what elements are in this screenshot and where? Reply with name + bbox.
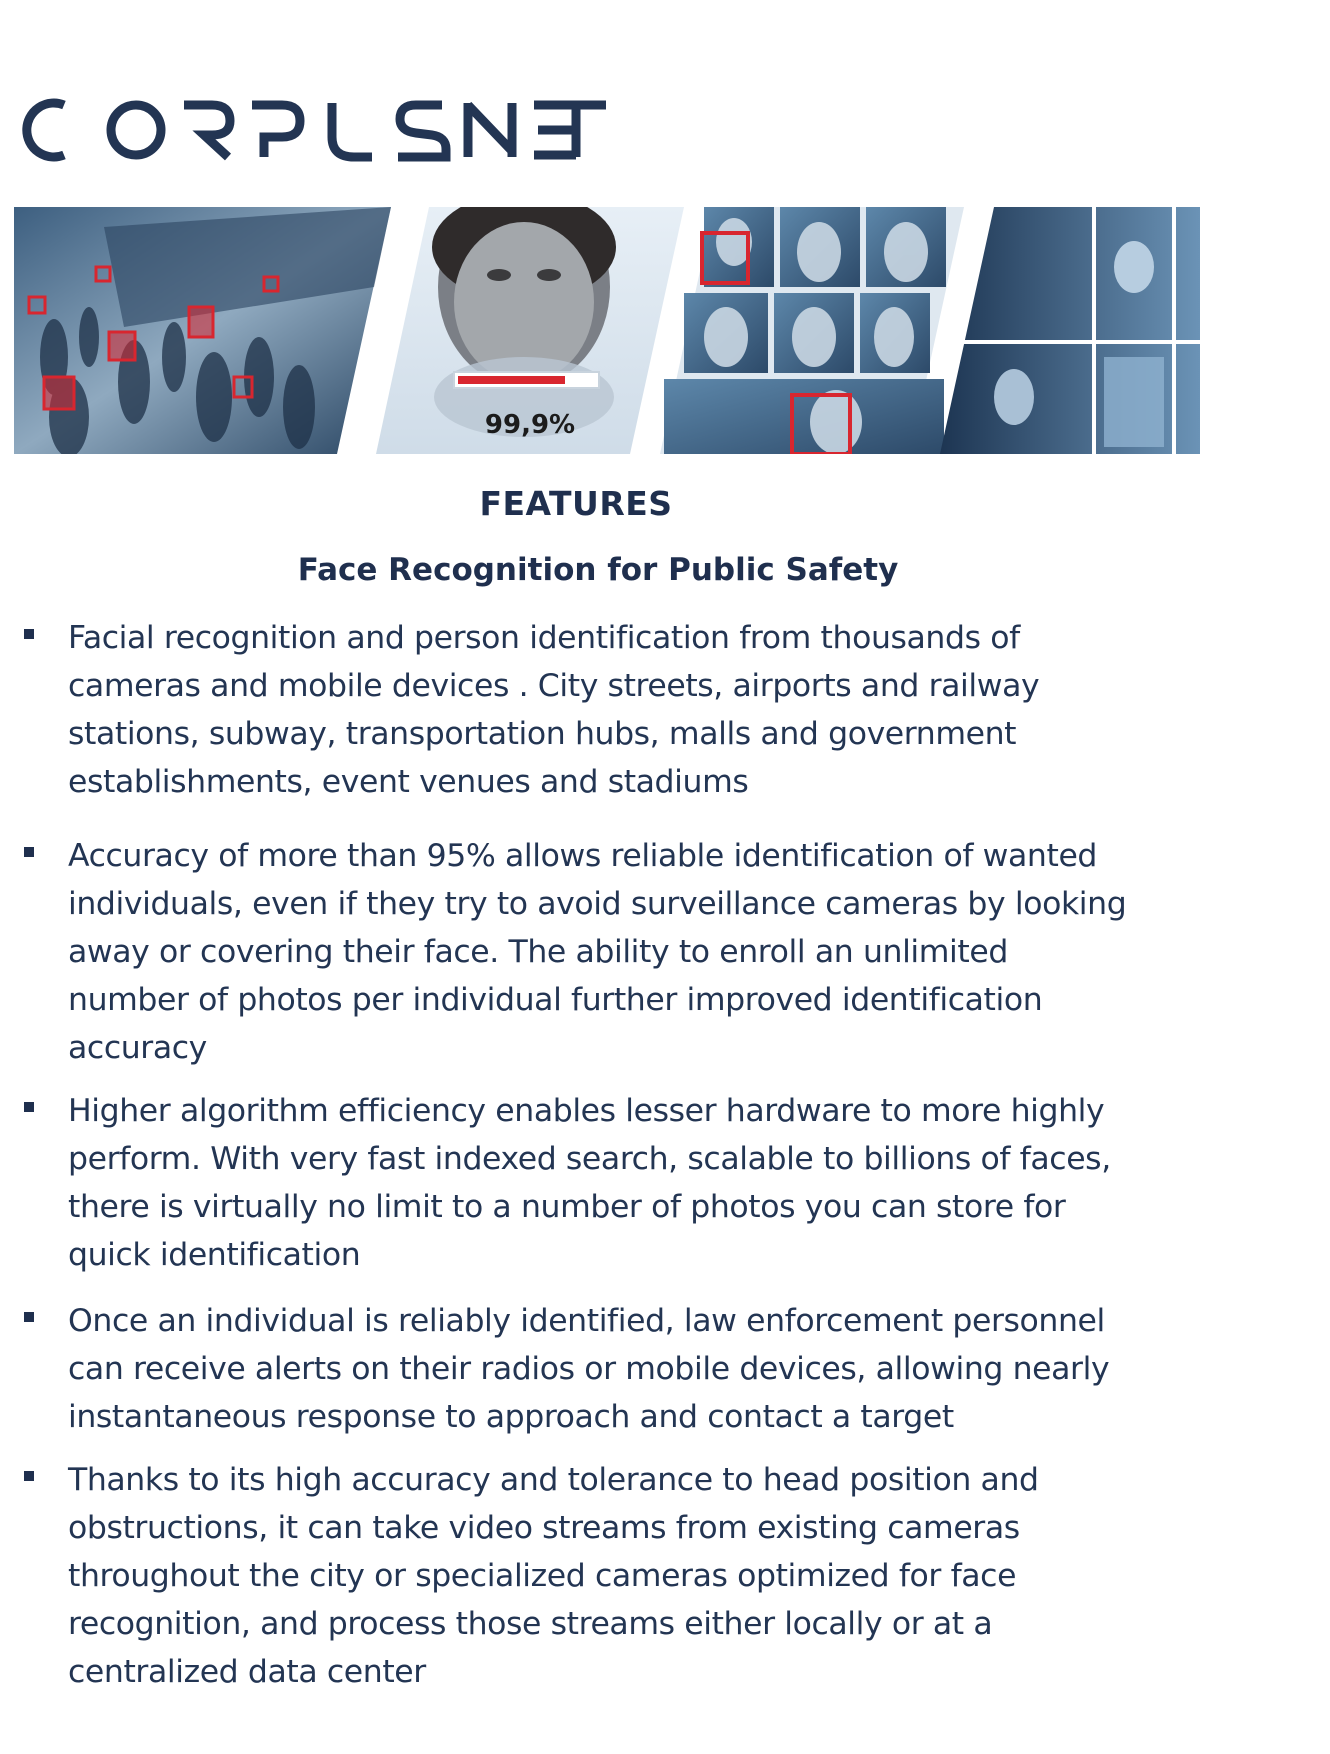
feature-line: perform. With very fast indexed search, scalable to billions of faces, xyxy=(68,1141,1111,1177)
feature-line: Facial recognition and person identification from thousands of xyxy=(68,620,1020,656)
features-subheading: Face Recognition for Public Safety xyxy=(297,552,899,588)
feature-line: can receive alerts on their radios or mobile devices, allowing nearly xyxy=(68,1351,1110,1387)
feature-line: stations, subway, transportation hubs, malls and government xyxy=(68,716,1017,752)
match-progress-fill xyxy=(458,376,565,384)
logo-letter-t xyxy=(540,95,610,165)
feature-line: Accuracy of more than 95% allows reliable identification of wanted xyxy=(68,838,1098,874)
feature-line: establishments, event venues and stadiums xyxy=(68,764,749,800)
match-score: 99,9% xyxy=(484,410,576,440)
feature-line: instantaneous response to approach and contact a target xyxy=(68,1399,954,1435)
feature-line: there is virtually no limit to a number of photos you can store for xyxy=(68,1189,1066,1225)
video-wall-photo xyxy=(940,207,1200,454)
face-grid-photo xyxy=(660,207,964,454)
feature-line: Once an individual is reliably identified, law enforcement personnel xyxy=(68,1303,1105,1339)
corpusnet-logo xyxy=(14,95,604,165)
feature-line: number of photos per individual further improved identification xyxy=(68,982,1043,1018)
bullet-icon xyxy=(24,1471,34,1481)
feature-text xyxy=(68,1297,1208,1441)
bullet-icon xyxy=(24,1312,34,1322)
feature-line: quick identification xyxy=(68,1237,361,1273)
feature-line: accuracy xyxy=(68,1030,207,1066)
feature-line: throughout the city or specialized cameras optimized for face xyxy=(68,1558,1017,1594)
feature-line: centralized data center xyxy=(68,1654,426,1690)
feature-line: away or covering their face. The ability to enroll an unlimited xyxy=(68,934,1008,970)
feature-line: Thanks to its high accuracy and tolerance to head position and xyxy=(68,1462,1039,1498)
header-banner xyxy=(14,207,1200,454)
feature-text xyxy=(68,1087,1208,1279)
bullet-icon xyxy=(24,1102,34,1112)
feature-line: Higher algorithm efficiency enables lesser hardware to more highly xyxy=(68,1093,1105,1129)
face-match-photo xyxy=(376,207,684,454)
feature-text xyxy=(68,832,1208,1072)
feature-line: obstructions, it can take video streams from existing cameras xyxy=(68,1510,1020,1546)
feature-text xyxy=(68,614,1208,806)
bullet-icon xyxy=(24,847,34,857)
bullet-icon xyxy=(24,629,34,639)
features-heading: FEATURES xyxy=(479,484,673,523)
feature-line: individuals, even if they try to avoid surveillance cameras by looking xyxy=(68,886,1127,922)
crowd-surveillance-photo xyxy=(14,207,391,454)
feature-text xyxy=(68,1456,1208,1696)
feature-line: cameras and mobile devices . City streets, airports and railway xyxy=(68,668,1040,704)
feature-line: recognition, and process those streams either locally or at a xyxy=(68,1606,993,1642)
